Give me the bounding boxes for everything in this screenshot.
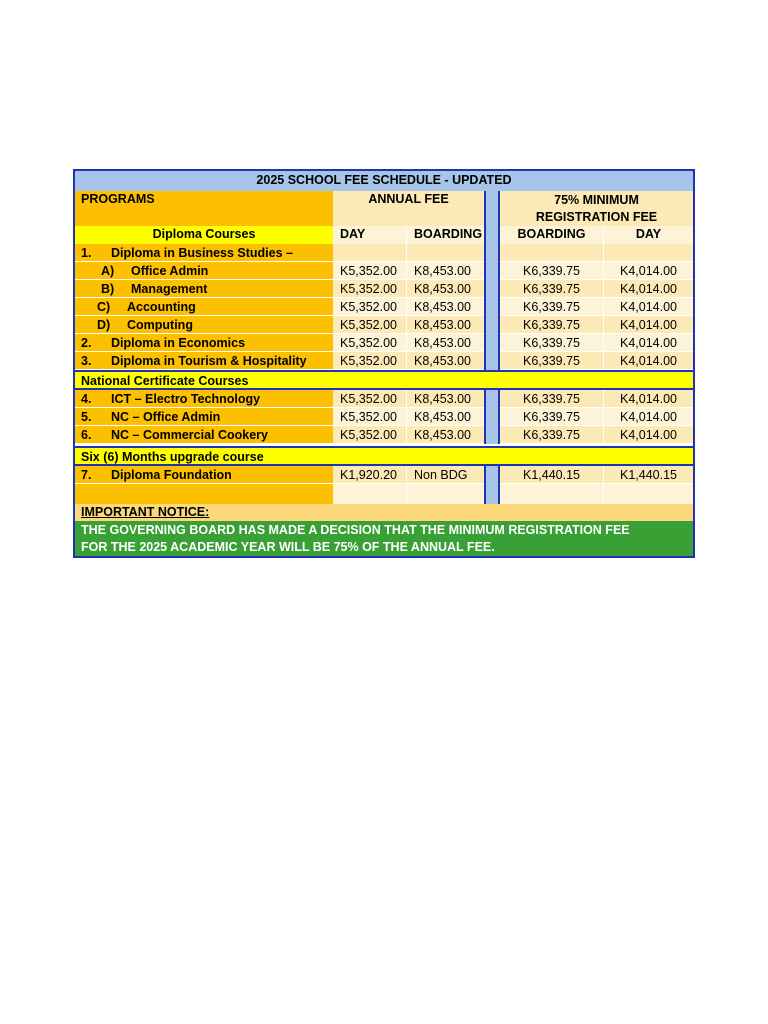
reg-day-fee: K4,014.00	[603, 298, 693, 316]
table-row	[75, 298, 693, 316]
column-separator	[484, 262, 500, 280]
reg-day-fee: K4,014.00	[603, 334, 693, 352]
program-name: Diploma Foundation	[111, 468, 232, 482]
title-row	[75, 171, 693, 193]
program-number: A)	[101, 264, 115, 278]
program-number: 6.	[81, 428, 92, 442]
table-row	[75, 466, 693, 484]
annual-day-fee: K5,352.00	[333, 352, 406, 370]
annual-day-fee: K5,352.00	[333, 298, 406, 316]
reg-boarding-fee: K6,339.75	[500, 426, 603, 444]
table-row	[75, 390, 693, 408]
program-name: Office Admin	[131, 264, 209, 278]
notice-heading: IMPORTANT NOTICE:	[81, 505, 210, 519]
column-separator	[484, 244, 500, 262]
table-title: 2025 SCHOOL FEE SCHEDULE - UPDATED	[256, 173, 512, 187]
reg-day-fee: K4,014.00	[603, 426, 693, 444]
column-separator	[484, 390, 500, 408]
table-row	[75, 334, 693, 352]
notice-line-1: THE GOVERNING BOARD HAS MADE A DECISION THAT THE MINIMUM REGISTRATION FEE	[81, 523, 630, 537]
header-row	[75, 191, 693, 226]
reg-day-fee: K4,014.00	[603, 408, 693, 426]
annual-boarding-fee: K8,453.00	[406, 280, 484, 298]
annual-day-fee: K5,352.00	[333, 262, 406, 280]
column-separator	[484, 484, 500, 504]
section-national-label: National Certificate Courses	[81, 374, 249, 388]
notice-heading-row	[75, 504, 693, 521]
annual-day-fee: K5,352.00	[333, 316, 406, 334]
reg-day-fee: K4,014.00	[603, 316, 693, 334]
program-name-cell	[75, 316, 333, 334]
day-header: DAY	[333, 226, 406, 244]
table-row	[75, 262, 693, 280]
annual-boarding-fee: K8,453.00	[406, 316, 484, 334]
column-separator	[484, 466, 500, 484]
empty-day-cell	[333, 484, 406, 504]
table-row	[75, 280, 693, 298]
program-name-cell	[75, 390, 333, 408]
column-separator	[484, 334, 500, 352]
program-number: D)	[97, 318, 111, 332]
table-row	[75, 352, 693, 370]
table-row	[75, 408, 693, 426]
program-name: Management	[131, 282, 208, 296]
program-name: Diploma in Business Studies –	[111, 246, 293, 260]
program-name-cell	[75, 352, 333, 370]
subheader-row	[75, 226, 693, 246]
annual-day-fee: K5,352.00	[333, 426, 406, 444]
program-name: NC – Commercial Cookery	[111, 428, 269, 442]
boarding-header: BOARDING	[406, 226, 484, 244]
program-number: 1.	[81, 246, 92, 260]
program-name: Accounting	[127, 300, 196, 314]
program-name: Diploma in Economics	[111, 336, 246, 350]
fee-schedule-table	[73, 169, 695, 558]
empty-row	[75, 484, 693, 506]
diploma-courses-header: Diploma Courses	[75, 226, 333, 244]
reg-boarding-fee: K6,339.75	[500, 316, 603, 334]
notice-line-2: FOR THE 2025 ACADEMIC YEAR WILL BE 75% OF THE ANNUAL FEE.	[81, 540, 495, 554]
reg-boarding-fee: K6,339.75	[500, 408, 603, 426]
reg-day-fee: K4,014.00	[603, 390, 693, 408]
empty-reg-day-cell	[603, 484, 693, 504]
program-number: 2.	[81, 336, 92, 350]
program-name: Diploma in Tourism & Hospitality	[111, 354, 307, 368]
annual-day-fee: K5,352.00	[333, 334, 406, 352]
table-row	[75, 316, 693, 334]
reg-day-fee	[603, 244, 693, 262]
annual-day-fee: K5,352.00	[333, 280, 406, 298]
reg-boarding-fee: K6,339.75	[500, 262, 603, 280]
program-name-cell	[75, 280, 333, 298]
empty-program-cell	[75, 484, 333, 504]
program-name-cell	[75, 298, 333, 316]
section-upgrade-label: Six (6) Months upgrade course	[81, 450, 264, 464]
annual-boarding-fee	[406, 244, 484, 262]
annual-boarding-fee: K8,453.00	[406, 262, 484, 280]
program-number: C)	[97, 300, 111, 314]
registration-fee-header	[500, 191, 693, 226]
program-name-cell	[75, 262, 333, 280]
program-name: ICT – Electro Technology	[111, 392, 261, 406]
annual-boarding-fee: Non BDG	[406, 466, 484, 484]
reg-day-header: DAY	[603, 226, 693, 244]
column-separator	[484, 280, 500, 298]
program-number: 5.	[81, 410, 92, 424]
column-separator	[484, 316, 500, 334]
column-separator	[484, 298, 500, 316]
program-name-cell	[75, 426, 333, 444]
reg-boarding-header: BOARDING	[500, 226, 603, 244]
reg-day-fee: K4,014.00	[603, 262, 693, 280]
program-number: B)	[101, 282, 115, 296]
reg-boarding-fee: K6,339.75	[500, 334, 603, 352]
reg-boarding-fee: K6,339.75	[500, 298, 603, 316]
annual-day-fee	[333, 244, 406, 262]
column-separator	[484, 352, 500, 370]
reg-boarding-fee: K6,339.75	[500, 390, 603, 408]
table-row	[75, 244, 693, 262]
reg-day-fee: K4,014.00	[603, 352, 693, 370]
programs-header: PROGRAMS	[75, 191, 333, 226]
program-name-cell	[75, 244, 333, 262]
table-row	[75, 426, 693, 444]
annual-boarding-fee: K8,453.00	[406, 408, 484, 426]
program-name: NC – Office Admin	[111, 410, 221, 424]
reg-boarding-fee: K6,339.75	[500, 280, 603, 298]
reg-boarding-fee	[500, 244, 603, 262]
annual-boarding-fee: K8,453.00	[406, 390, 484, 408]
annual-day-fee: K5,352.00	[333, 390, 406, 408]
column-separator	[484, 226, 500, 244]
annual-fee-header: ANNUAL FEE	[333, 191, 484, 226]
section-upgrade-row	[75, 446, 693, 466]
reg-boarding-fee: K1,440.15	[500, 466, 603, 484]
program-name-cell	[75, 334, 333, 352]
annual-boarding-fee: K8,453.00	[406, 334, 484, 352]
column-separator	[484, 191, 500, 226]
reg-day-fee: K4,014.00	[603, 280, 693, 298]
annual-day-fee: K5,352.00	[333, 408, 406, 426]
program-number: 4.	[81, 392, 92, 406]
empty-boarding-cell	[406, 484, 484, 504]
annual-boarding-fee: K8,453.00	[406, 298, 484, 316]
program-number: 7.	[81, 468, 92, 482]
annual-day-fee: K1,920.20	[333, 466, 406, 484]
program-name-cell	[75, 466, 333, 484]
column-separator	[484, 426, 500, 444]
section-national-row	[75, 370, 693, 390]
program-name: Computing	[127, 318, 193, 332]
reg-boarding-fee: K6,339.75	[500, 352, 603, 370]
registration-header-line1: 75% MINIMUM	[554, 193, 639, 207]
program-name-cell	[75, 408, 333, 426]
registration-header-line2: REGISTRATION FEE	[535, 210, 658, 224]
reg-day-fee: K1,440.15	[603, 466, 693, 484]
annual-boarding-fee: K8,453.00	[406, 426, 484, 444]
annual-boarding-fee: K8,453.00	[406, 352, 484, 370]
empty-reg-boarding-cell	[500, 484, 603, 504]
program-number: 3.	[81, 354, 92, 368]
notice-body	[75, 521, 693, 556]
column-separator	[484, 408, 500, 426]
